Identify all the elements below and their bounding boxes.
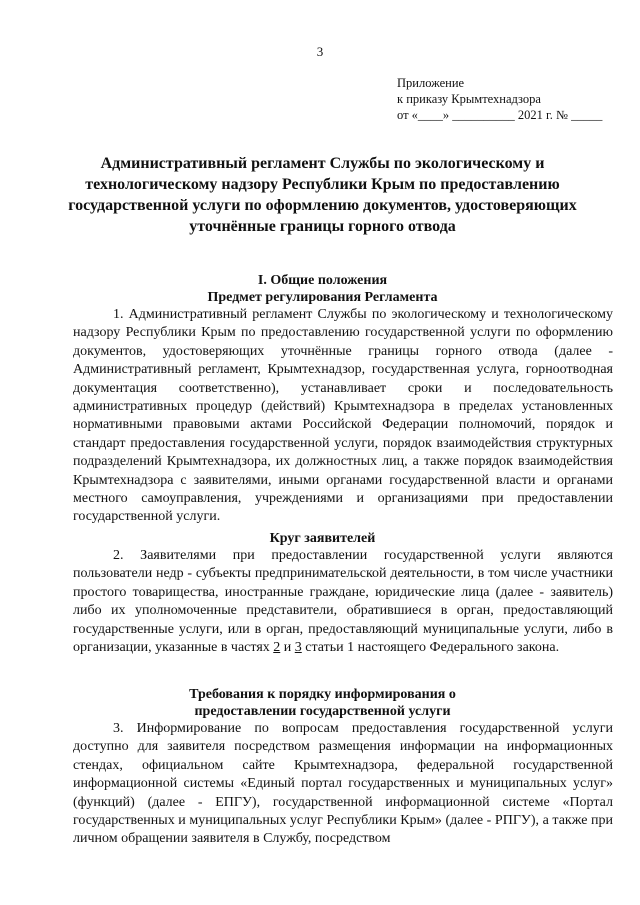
part-2-link[interactable]: 2 [273, 640, 281, 656]
appendix-line-2: к приказу Крымтехнадзора [397, 92, 541, 106]
section-2-heading: Круг заявителей [269, 531, 376, 546]
document-title: Административный регламент Службы по экологическому и технологическому надзору Республики Крым по предоставлению государственной услуги по оформлению документов, удостоверяющих уточнённые границы горного отвода [68, 155, 577, 235]
section-1-subheading: Предмет регулирования Регламента [207, 290, 438, 305]
paragraph-2-text: 2. Заявителями при предоставлении государственной услуги являются пользователи недр - субъекты предпринимательской деятельности, в том числе участники простого товарищества, иностранные граждане, юридические лица (далее - заявитель) либо их уполномоченные представители, обратившиеся в орган, предоставляющий государственные услуги, или в орган, предоставляющий муниципальные услуги, либо в организации, указанные в частях [73, 548, 613, 656]
section-3-heading-line-1: Требования к порядку информирования о [189, 687, 456, 702]
paragraph-1: 1. Административный регламент Службы по экологическому и технологическому надзору Республики Крым по предоставлению государственной услуги по оформлению документов, удостоверяющих уточнённые границы горного отвода (далее - Административный регламент, Крымтехнадзор, государственная услуга, горноотводная документация соответственно), устанавливает сроки и последовательность административных процедур (действий) Крымтехнадзора в пределах установленных нормативными правовыми актами Российской Федерации полномочий, порядок и стандарт предоставления государственной услуги, порядок взаимодействия структурных подразделений Крымтехнадзора, их должностных лиц, а также порядок взаимодействия Крымтехнадзора с заявителями, иными органами государственной власти и органами местного самоуправления, учреждениями и организациями при предоставлении государственной услуги. [73, 307, 613, 525]
part-3-link[interactable]: 3 [294, 640, 302, 656]
paragraph-3: 3. Информирование по вопросам предоставления государственной услуги доступно для заявителя посредством размещения информации на информационных стендах, официальном сайте Крымтехнадзора, федеральной государственной информационной системы «Единый портал государственных и муниципальных услуг» (функций) (далее - ЕПГУ), государственной информационной системе «Портал государственных и муниципальных услуг Республики Крым» (далее - РПГУ), а также при личном обращении заявителя в Службу, посредством [73, 721, 613, 847]
page-number: 3 [316, 44, 324, 59]
paragraph-2-and: и [280, 640, 295, 656]
appendix-line-1: Приложение [397, 76, 465, 90]
section-1-heading: I. Общие положения [257, 273, 388, 288]
appendix-line-3: от «____» __________ 2021 г. № _____ [397, 108, 603, 122]
appendix-block [397, 75, 602, 123]
paragraph-2 [73, 547, 613, 657]
section-3-heading-line-2: предоставлении государственной услуги [194, 704, 451, 719]
paragraph-2-end: статьи 1 настоящего Федерального закона. [301, 640, 560, 656]
